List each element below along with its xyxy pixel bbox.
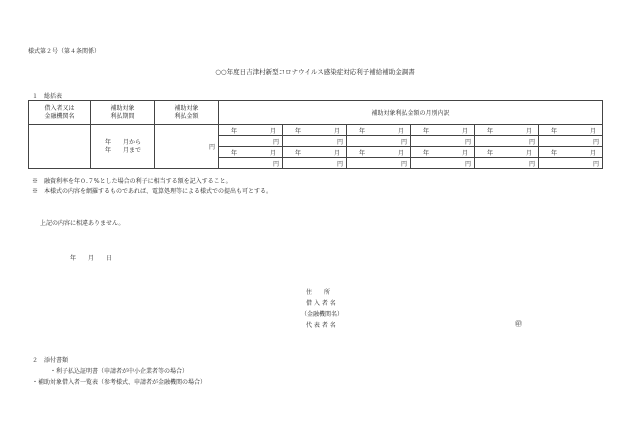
month-amount-cell: 円 <box>347 136 411 147</box>
header-monthly-breakdown: 補助対象利払金額の月別内訳 <box>219 101 603 125</box>
month-amount-cell: 円 <box>539 158 603 169</box>
header-amount: 補助対象 利払金額 <box>155 101 219 125</box>
form-number: 様式第２号（第４条関係） <box>28 48 101 55</box>
section1-heading: １ 総括表 <box>32 93 63 100</box>
month-amount-cell: 円 <box>219 136 283 147</box>
section2-heading: ２ 添付書類 <box>32 357 69 364</box>
header-borrower: 借入者又は 金融機関名 <box>29 101 91 125</box>
summary-table <box>28 100 603 169</box>
month-amount-cell: 円 <box>539 136 603 147</box>
note-electronic-format: ※ 本様式の内容を網羅するものであれば、電算処理等による様式での提出も可とする。 <box>32 188 273 195</box>
month-label-cell: 年 月 <box>475 147 539 158</box>
month-amount-cell: 円 <box>475 158 539 169</box>
month-amount-cell: 円 <box>411 136 475 147</box>
attachment-item: ・補助対象借入者一覧表（参考様式、申請者が金融機関の場合） <box>32 379 207 386</box>
borrower-cell <box>29 125 91 169</box>
declaration-text: 上記の内容に相違ありません。 <box>40 220 125 227</box>
month-amount-cell: 円 <box>219 158 283 169</box>
month-label-cell: 年 月 <box>411 125 475 136</box>
month-amount-cell: 円 <box>475 136 539 147</box>
amount-cell: 円 <box>155 125 219 169</box>
month-label-cell: 年 月 <box>219 147 283 158</box>
month-amount-cell: 円 <box>283 158 347 169</box>
month-label-cell: 年 月 <box>539 147 603 158</box>
signature-borrower-label: 借 入 者 名 <box>306 300 336 307</box>
month-amount-cell: 円 <box>283 136 347 147</box>
signature-address-label: 住 所 <box>306 289 331 296</box>
month-label-cell: 年 月 <box>283 147 347 158</box>
month-amount-cell: 円 <box>347 158 411 169</box>
signature-bank-label: （金融機関名） <box>301 311 344 318</box>
document-title: ○○年度日吉津村新型コロナウイルス感染症対応利子補給補助金調書 <box>215 68 415 76</box>
month-label-cell: 年 月 <box>347 147 411 158</box>
month-label-cell: 年 月 <box>347 125 411 136</box>
signature-representative-label: 代 表 者 名 <box>306 322 336 329</box>
header-period: 補助対象 利払期間 <box>91 101 155 125</box>
month-label-cell: 年 月 <box>475 125 539 136</box>
month-amount-cell: 円 <box>411 158 475 169</box>
note-interest-rate: ※ 融資利率を年０.７%とした場合の利子に相当する額を記入すること。 <box>32 178 232 185</box>
month-label-cell: 年 月 <box>283 125 347 136</box>
date-line: 年 月 日 <box>70 255 113 262</box>
month-label-cell: 年 月 <box>411 147 475 158</box>
month-label-cell: 年 月 <box>219 125 283 136</box>
attachment-item: ・利子払込証明書（申請者が中小企業者等の場合） <box>50 368 189 375</box>
month-label-cell: 年 月 <box>539 125 603 136</box>
period-cell: 年 月から 年 月まで <box>91 125 155 169</box>
seal-mark: ㊞ <box>515 320 522 328</box>
